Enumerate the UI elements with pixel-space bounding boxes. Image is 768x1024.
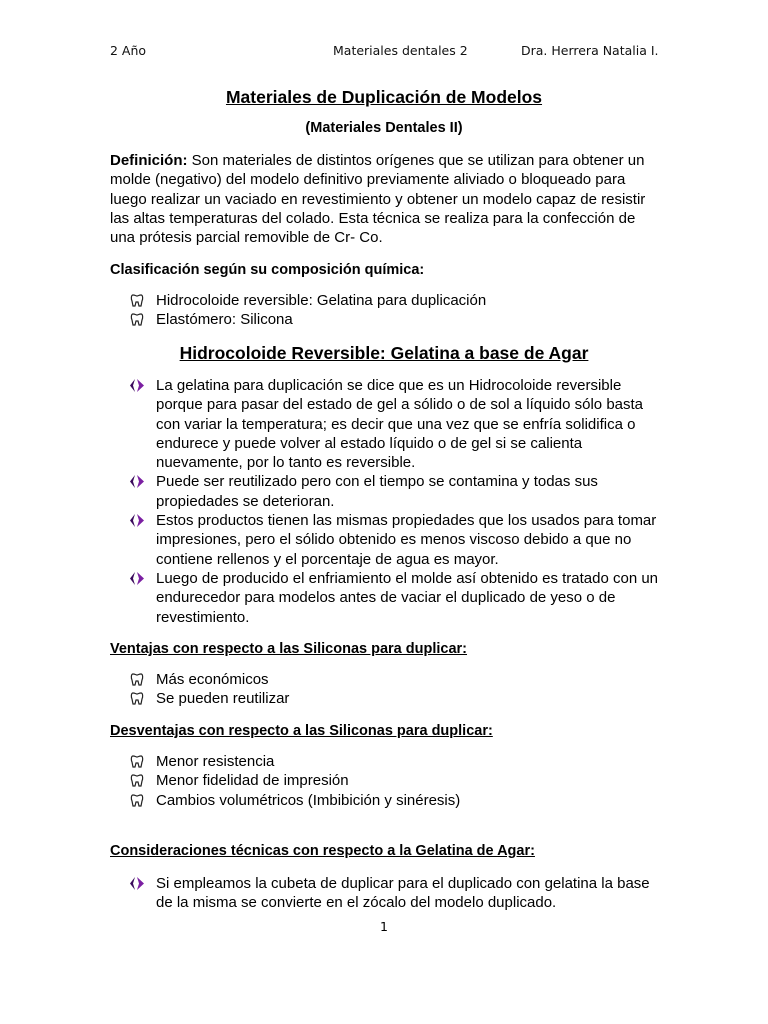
list-item-text: Cambios volumétricos (Imbibición y sinéresis) (156, 791, 461, 809)
technical-list (130, 874, 660, 913)
list-item (130, 874, 660, 913)
list-item (130, 752, 660, 771)
page-subtitle: (Materiales Dentales II) (305, 120, 463, 136)
diamond-arrow-icon (130, 572, 144, 585)
list-item (130, 689, 660, 708)
list-item (130, 771, 660, 790)
list-item-text: Se pueden reutilizar (156, 690, 290, 708)
list-item-text: Estos productos tienen las mismas propiedades que los usados para tomar impresiones, pero el sólido obtenido es menos viscoso debido a que no contiene rellenos y el porcentaje de agua es mayor. (156, 512, 657, 568)
list-item (130, 472, 660, 511)
list-item (130, 511, 660, 569)
page-title: Materiales de Duplicación de Modelos (225, 87, 543, 107)
list-item-text: Puede ser reutilizado pero con el tiempo se contamina y todas sus propiedades se deterioran. (156, 473, 598, 510)
list-item-text: Más económicos (156, 671, 269, 688)
advantages-list (130, 670, 660, 709)
tooth-icon (130, 691, 144, 706)
agar-heading: Hidrocoloide Reversible: Gelatina a base de Agar (179, 343, 589, 363)
list-item (130, 569, 660, 627)
list-item (130, 376, 660, 472)
list-item-text: Elastómero: Silicona (156, 311, 293, 329)
definition-paragraph (110, 151, 655, 247)
tooth-icon (130, 293, 144, 308)
agar-list (130, 376, 660, 627)
header-author: Dra. Herrera Natalia I. (521, 43, 659, 58)
list-item (130, 310, 660, 329)
technical-heading: Consideraciones técnicas con respecto a la Gelatina de Agar: (110, 843, 535, 859)
list-item-text: Menor resistencia (156, 753, 275, 770)
classification-list (130, 291, 660, 330)
diamond-arrow-icon (130, 877, 144, 890)
list-item-text: La gelatina para duplicación se dice que es un Hidrocoloide reversible porque para pasar del estado de gel a sólido o de sol a líquido sólo basta con variar la temperatura; es decir que una vez que se enfría solidifica o endurece y puede volver al estado líquido o de gel si se calienta nuevamente, por lo tanto es reversible. (156, 377, 644, 472)
tooth-icon (130, 773, 144, 788)
page-number: 1 (380, 919, 388, 934)
diamond-arrow-icon (130, 475, 144, 488)
classification-heading: Clasificación según su composición química: (110, 262, 425, 278)
tooth-icon (130, 754, 144, 769)
disadvantages-list (130, 752, 660, 810)
diamond-arrow-icon (130, 514, 144, 527)
tooth-icon (130, 793, 144, 808)
header-course: Materiales dentales 2 (333, 43, 468, 58)
tooth-icon (130, 312, 144, 327)
list-item-text: Menor fidelidad de impresión (156, 772, 349, 790)
disadvantages-heading: Desventajas con respecto a las Siliconas para duplicar: (110, 723, 493, 739)
tooth-icon (130, 672, 144, 687)
advantages-heading: Ventajas con respecto a las Siliconas para duplicar: (110, 641, 468, 657)
list-item-text: Si empleamos la cubeta de duplicar para el duplicado con gelatina la base de la misma se convierte en el zócalo del modelo duplicado. (156, 875, 650, 912)
list-item (130, 791, 660, 810)
definition-label: Definición: (110, 152, 188, 169)
list-item (130, 670, 660, 689)
list-item-text: Hidrocoloide reversible: Gelatina para duplicación (156, 292, 487, 309)
list-item-text: Luego de producido el enfriamiento el molde así obtenido es tratado con un endurecedor para modelos antes de vaciar el duplicado de yeso o de revestimiento. (156, 569, 659, 626)
definition-text: Son materiales de distintos orígenes que se utilizan para obtener un molde (negativo) del modelo definitivo previamente aliviado o bloqueado para luego realizar un vaciado en revestimiento y obtener un modelo capaz de resistir las altas temperaturas del colado. Esta técnica se realiza para la confección de una prótesis parcial removible de Cr- Co. (110, 152, 646, 247)
diamond-arrow-icon (130, 379, 144, 392)
list-item (130, 291, 660, 310)
header-year: 2 Año (110, 43, 147, 58)
